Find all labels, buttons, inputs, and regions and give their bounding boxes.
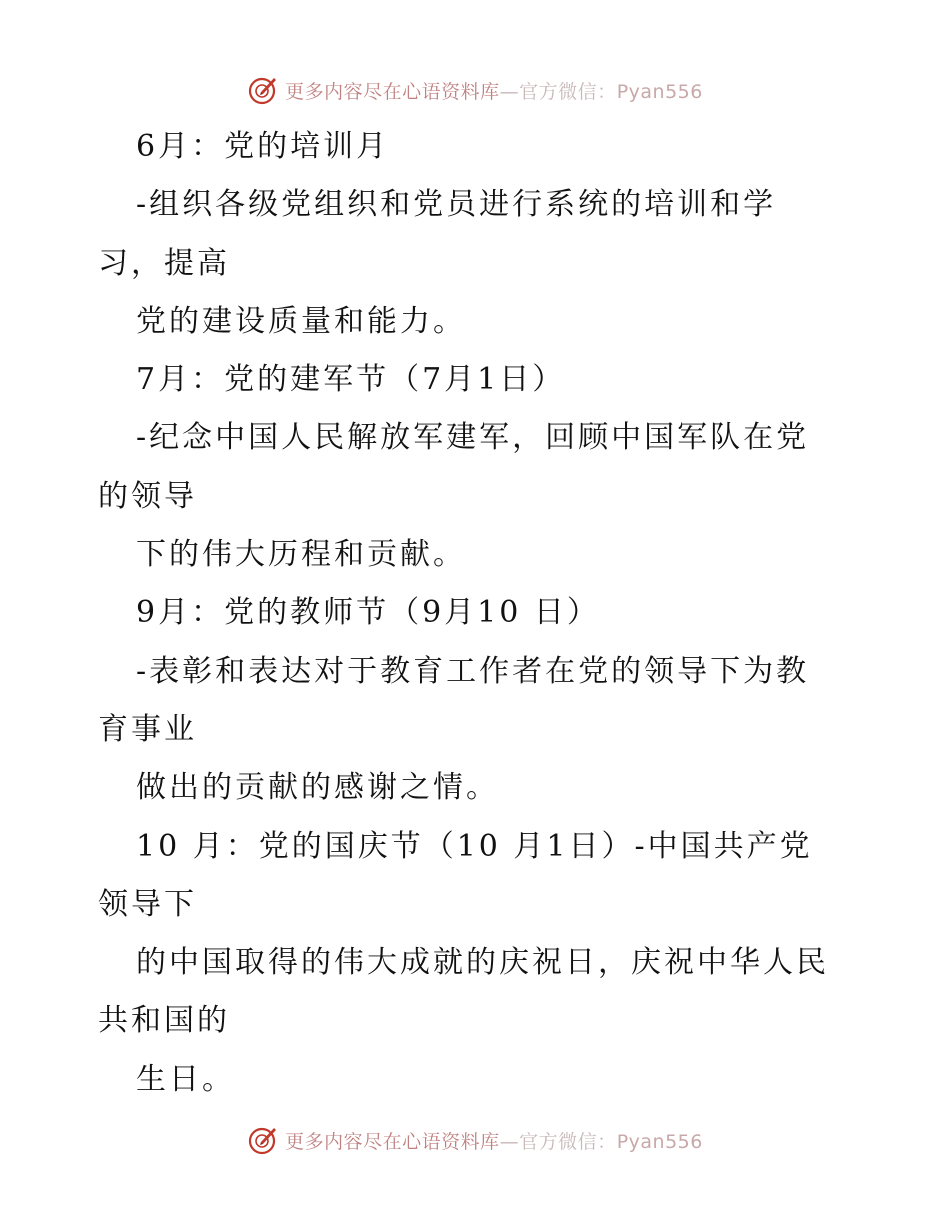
line-october-desc-1: 领导下 — [98, 886, 197, 922]
line-july-heading: 7月：党的建军节（7月1日） — [136, 362, 566, 398]
banner-dash: — — [499, 1130, 520, 1153]
line-june-desc-1: -组织各级党组织和党员进行系统的培训和学 — [136, 187, 777, 223]
banner-official: 官方微信： — [519, 80, 617, 103]
line-september-desc-2: 育事业 — [98, 711, 197, 747]
line-september-desc-3: 做出的贡献的感谢之情。 — [136, 770, 499, 806]
line-june-desc-3: 党的建设质量和能力。 — [136, 303, 466, 339]
line-july-desc-2: 的领导 — [98, 478, 197, 514]
line-september-heading: 9月：党的教师节（9月10 日） — [136, 595, 600, 631]
line-june-desc-2: 习，提高 — [98, 245, 230, 281]
pen-circle-logo-icon — [247, 74, 279, 106]
line-june-heading: 6月：党的培训月 — [136, 129, 390, 164]
footer-watermark-banner — [0, 1120, 950, 1160]
banner-wechat-id: Pyan556 — [616, 1130, 703, 1153]
document-body — [98, 118, 898, 1109]
line-october-desc-2: 的中国取得的伟大成就的庆祝日，庆祝中华人民 — [136, 945, 829, 981]
banner-text — [285, 77, 703, 104]
banner-dash: — — [499, 80, 520, 103]
banner-lead: 更多内容尽在心语资料库 — [285, 1130, 500, 1153]
pen-circle-logo-icon — [247, 1124, 279, 1156]
line-july-desc-1: -纪念中国人民解放军建军，回顾中国军队在党 — [136, 420, 810, 456]
banner-wechat-id: Pyan556 — [616, 80, 703, 103]
banner-official: 官方微信： — [519, 1130, 617, 1153]
line-september-desc-1: -表彰和表达对于教育工作者在党的领导下为教 — [136, 653, 810, 689]
line-october-desc-3: 共和国的 — [98, 1003, 230, 1039]
header-watermark-banner — [0, 70, 950, 110]
line-october-desc-4: 生日。 — [136, 1061, 235, 1097]
banner-text — [285, 1127, 703, 1154]
line-october-heading: 10 月：党的国庆节（10 月1日）-中国共产党 — [136, 828, 813, 864]
banner-lead: 更多内容尽在心语资料库 — [285, 80, 500, 103]
line-july-desc-3: 下的伟大历程和贡献。 — [136, 537, 466, 573]
